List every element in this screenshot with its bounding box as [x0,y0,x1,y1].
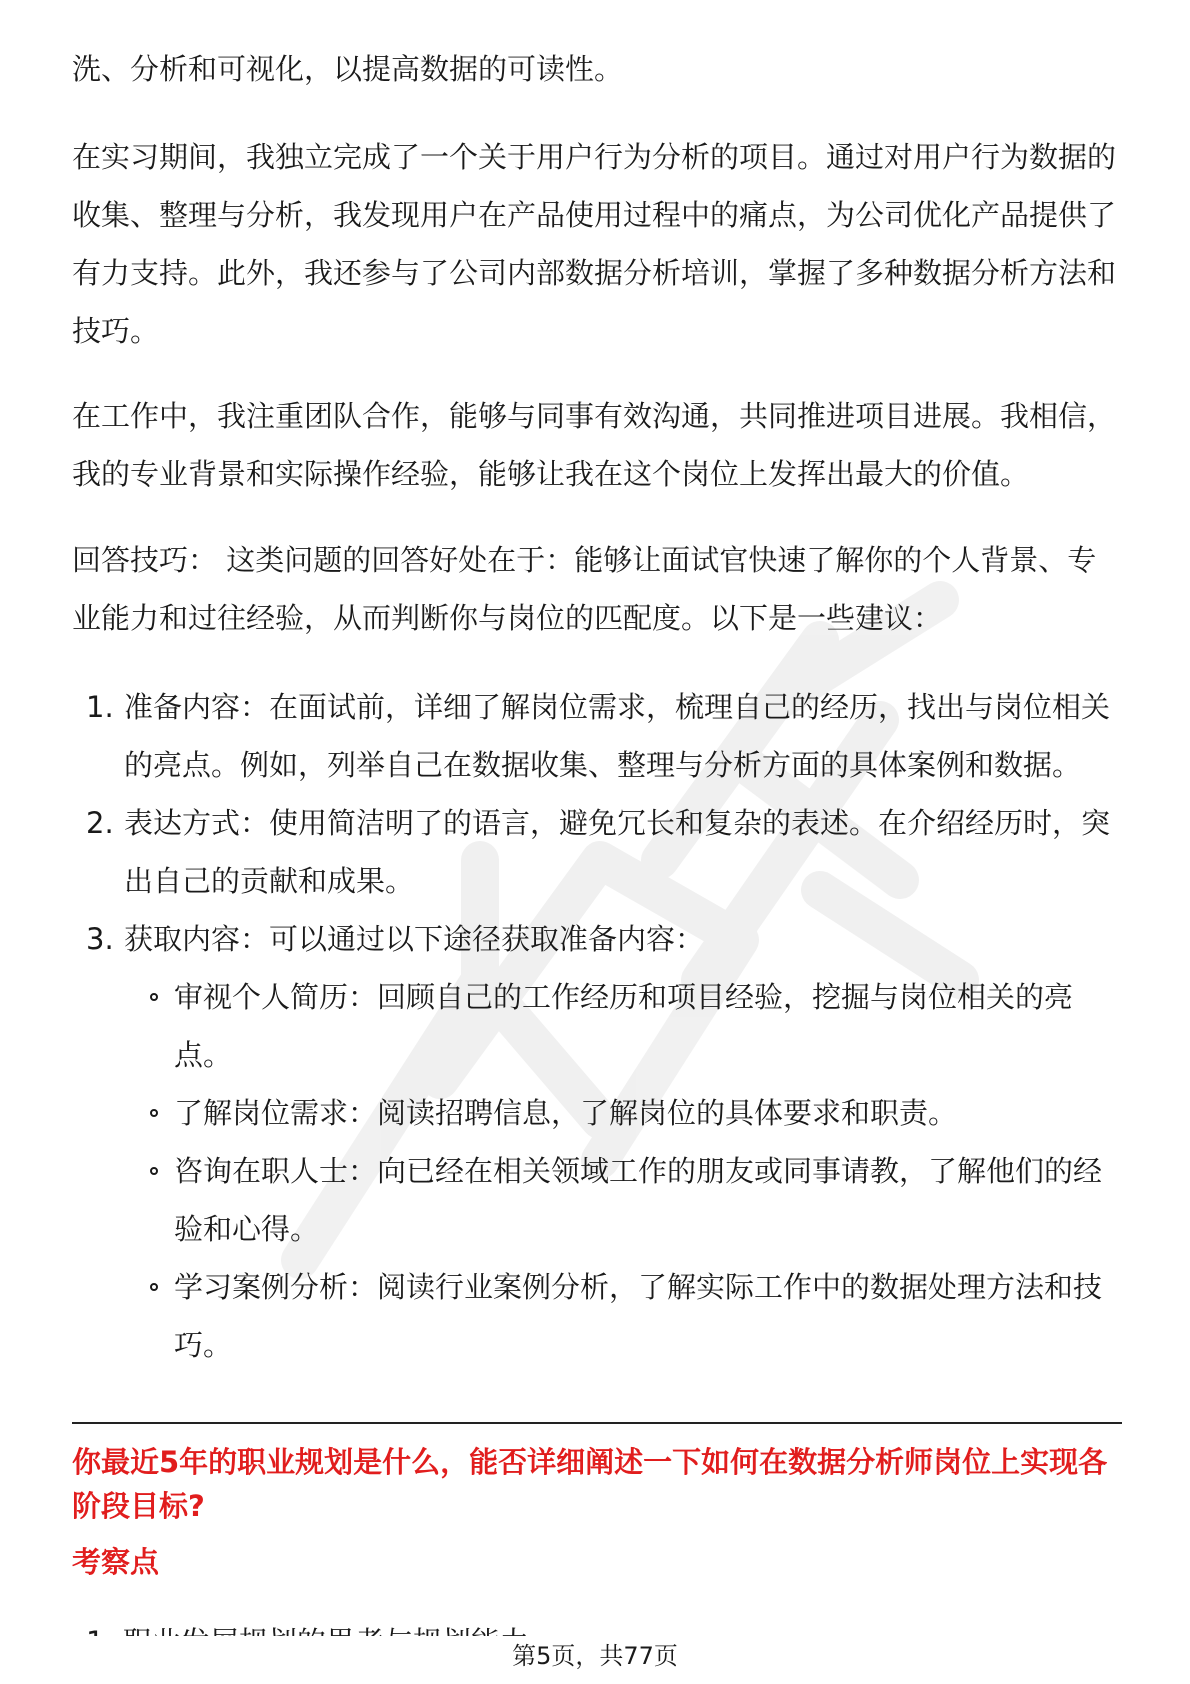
list-number: 1. [86,690,114,724]
list-item-text: 表达方式：使用简洁明了的语言，避免冗长和复杂的表述。在介绍经历时，突出自己的贡献和成果。 [124,806,1111,898]
sub-list-item [124,1258,1122,1374]
list-item [72,678,1122,794]
circle-bullet-icon [150,1283,158,1291]
list-number: 3. [86,922,114,956]
paragraph-answer-tips: 回答技巧： 这类问题的回答好处在于：能够让面试官快速了解你的个人背景、专业能力和过往经验，从而判断你与岗位的匹配度。以下是一些建议： [72,543,1097,635]
sub-list-item-text: 审视个人简历：回顾自己的工作经历和项目经验，挖掘与岗位相关的亮点。 [174,980,1074,1072]
list-item-text: 准备内容：在面试前，详细了解岗位需求，梳理自己的经历，找出与岗位相关的亮点。例如，列举自己在数据收集、整理与分析方面的具体案例和数据。 [124,690,1111,782]
paragraph-work: 在工作中，我注重团队合作，能够与同事有效沟通，共同推进项目进展。我相信，我的专业背景和实际操作经验，能够让我在这个岗位上发挥出最大的价值。 [72,399,1117,491]
list-item [72,794,1122,910]
sub-list-item-text: 咨询在职人士：向已经在相关领域工作的朋友或同事请教，了解他们的经验和心得。 [174,1154,1103,1246]
sub-list-item [124,1142,1122,1258]
circle-bullet-icon [150,993,158,1001]
paragraph-internship: 在实习期间，我独立完成了一个关于用户行为分析的项目。通过对用户行为数据的收集、整理与分析，我发现用户在产品使用过程中的痛点，为公司优化产品提供了有力支持。此外，我还参与了公司内部数据分析培训，掌握了多种数据分析方法和技巧。 [72,140,1117,348]
circle-bullet-icon [150,1167,158,1175]
page-footer: 第5页，共77页 [0,1636,1190,1676]
section-divider [72,1422,1122,1424]
list-number: 2. [86,806,114,840]
paragraph-fragment: 洗、分析和可视化，以提高数据的可读性。 [72,52,624,86]
list-item [72,910,1122,1374]
sub-list-item-text: 学习案例分析：阅读行业案例分析，了解实际工作中的数据处理方法和技巧。 [174,1270,1103,1362]
sub-list [124,968,1122,1374]
ordered-list [72,678,1122,1374]
circle-bullet-icon [150,1109,158,1117]
sub-list-item-text: 了解岗位需求：阅读招聘信息，了解岗位的具体要求和职责。 [174,1096,958,1130]
question-heading: 你最近5年的职业规划是什么，能否详细阐述一下如何在数据分析师岗位上实现各阶段目标? [72,1445,1108,1523]
sub-list-item [124,968,1122,1084]
sub-list-item [124,1084,1122,1142]
section-subheading: 考察点 [72,1545,160,1579]
list-item-text: 获取内容：可以通过以下途径获取准备内容： [124,922,705,956]
